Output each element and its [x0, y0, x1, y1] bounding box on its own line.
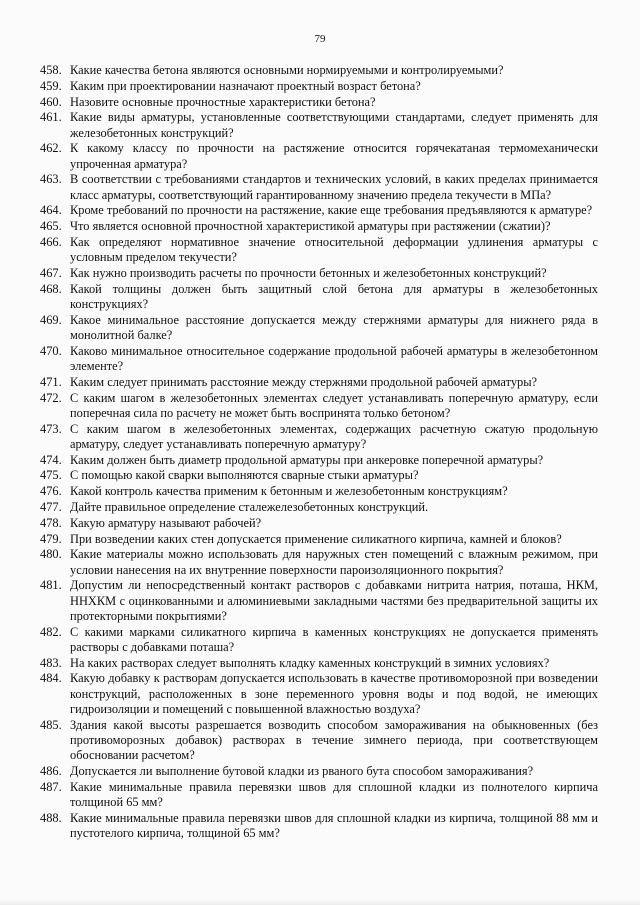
question-number: 488.: [40, 810, 62, 825]
question-item: [40, 718, 598, 764]
question-number: 458.: [40, 63, 62, 77]
question-text: Здания какой высоты разрешается возводить способом замораживания на обыкновенных (без противоморозных добавок) растворах в течение зимнего периода, при соответствующем обосновании расчетом?: [70, 717, 598, 762]
question-text: Какой контроль качества применим к бетонным и железобетонным конструкциям?: [70, 484, 508, 499]
question-item: [40, 95, 598, 110]
question-item: [40, 203, 598, 218]
question-item: [40, 656, 598, 671]
question-item: [40, 219, 598, 234]
question-item: [40, 500, 598, 515]
question-number: 463.: [40, 172, 62, 187]
question-text: Дайте правильное определение сталежелезобетонных конструкций.: [70, 499, 429, 514]
question-item: [40, 266, 598, 281]
question-number: 462.: [40, 141, 62, 156]
question-text: При возведении каких стен допускается применение силикатного кирпича, камней и блоков?: [70, 531, 562, 546]
question-text: Как нужно производить расчеты по прочности бетонных и железобетонных конструкций?: [70, 265, 547, 280]
question-text: Какие материалы можно использовать для наружных стен помещений с влажным режимом, при условии нанесения на их внутренние поверхности пароизоляционного покрытия?: [70, 547, 598, 577]
question-number: 470.: [40, 343, 62, 358]
question-text: С помощью какой сварки выполняются сварные стыки арматуры?: [70, 468, 419, 483]
question-number: 485.: [40, 717, 62, 732]
question-text: К какому классу по прочности на растяжение относится горячекатаная термомеханически упроченная арматура?: [70, 141, 598, 171]
question-text: Кроме требований по прочности на растяжение, какие еще требования предъявляются к арматуре?: [70, 203, 593, 218]
question-text: Какие качества бетона являются основными нормируемыми и контролируемыми?: [70, 63, 504, 77]
question-item: [40, 141, 598, 171]
question-text: В соответствии с требованиями стандартов и технических условий, в каких пределах принимается класс арматуры, соответствующий гарантированному значению предела текучести в МПа?: [70, 172, 598, 202]
question-number: 459.: [40, 78, 62, 93]
question-item: [40, 468, 598, 483]
question-number: 461.: [40, 110, 62, 125]
question-item: [40, 172, 598, 202]
question-number: 469.: [40, 312, 62, 327]
question-number: 487.: [40, 779, 62, 794]
question-text: Каким должен быть диаметр продольной арматуры при анкеровке поперечной арматуры?: [70, 452, 544, 467]
question-number: 481.: [40, 578, 62, 593]
question-text: Каким следует принимать расстояние между стержнями продольной рабочей арматуры?: [70, 374, 538, 389]
question-item: [40, 453, 598, 468]
question-item: [40, 780, 598, 810]
question-item: [40, 811, 598, 841]
question-text: Какие виды арматуры, установленные соответствующими стандартами, следует применять для железобетонных конструкций?: [70, 110, 598, 140]
question-number: 467.: [40, 265, 62, 280]
question-text: С каким шагом в железобетонных элементах, содержащих расчетную сжатую продольную арматуру, следует устанавливать поперечную арматуру?: [70, 421, 598, 451]
question-item: [40, 79, 598, 94]
question-number: 482.: [40, 624, 62, 639]
question-number: 472.: [40, 390, 62, 405]
question-item: [40, 484, 598, 499]
question-text: Допускается ли выполнение бутовой кладки из рваного бута способом замораживания?: [70, 763, 534, 778]
question-text: Какой толщины должен быть защитный слой бетона для арматуры в железобетонных конструкциях?: [70, 281, 598, 311]
question-text: Какие минимальные правила перевязки швов для сплошной кладки из полнотелого кирпича толщиной 65 мм?: [70, 779, 598, 809]
question-number: 466.: [40, 234, 62, 249]
question-item: [40, 344, 598, 374]
question-item: [40, 375, 598, 390]
question-text: Допустим ли непосредственный контакт растворов с добавками нитрита натрия, поташа, НКМ, ННХКМ с оцинкованными и алюминиевыми закладными частями без предварительной защиты их протекторными покрытиями?: [70, 578, 598, 623]
scan-edge: [0, 899, 640, 905]
question-item: [40, 578, 598, 624]
question-number: 471.: [40, 374, 62, 389]
question-item: [40, 547, 598, 577]
question-number: 468.: [40, 281, 62, 296]
question-number: 464.: [40, 203, 62, 218]
question-text: Какую арматуру называют рабочей?: [70, 515, 262, 530]
question-text: Каково минимальное относительное содержание продольной рабочей арматуры в железобетонном элементе?: [70, 343, 598, 373]
question-number: 479.: [40, 531, 62, 546]
question-item: [40, 110, 598, 140]
question-item: [40, 422, 598, 452]
question-text: С каким шагом в железобетонных элементах следует устанавливать поперечную арматуру, если поперечная сила по расчету не может быть воспринята только бетоном?: [70, 390, 598, 420]
question-text: Каким при проектировании назначают проектный возраст бетона?: [70, 78, 421, 93]
question-text: Какую добавку к растворам допускается использовать в качестве противоморозной при возведении конструкций, расположенных в зоне переменного уровня воды и под водой, не имеющих гидроизоляции и помещений с повышенной влажностью воздуха?: [70, 671, 598, 716]
question-number: 486.: [40, 763, 62, 778]
question-text: С какими марками силикатного кирпича в каменных конструкциях не допускается применять растворы с добавками поташа?: [70, 624, 598, 654]
question-number: 465.: [40, 219, 62, 234]
question-number: 474.: [40, 452, 62, 467]
question-item: [40, 313, 598, 343]
question-number: 460.: [40, 94, 62, 109]
question-text: Какое минимальное расстояние допускается между стержнями арматуры для нижнего ряда в монолитной балке?: [70, 312, 598, 342]
question-number: 473.: [40, 421, 62, 436]
question-item: [40, 671, 598, 717]
question-item: [40, 764, 598, 779]
question-number: 475.: [40, 468, 62, 483]
question-number: 478.: [40, 515, 62, 530]
question-number: 483.: [40, 655, 62, 670]
question-item: [40, 235, 598, 265]
question-item: [40, 391, 598, 421]
question-number: 480.: [40, 547, 62, 562]
question-text: Что является основной прочностной характеристикой арматуры при растяжении (сжатии)?: [70, 219, 551, 234]
question-item: [40, 532, 598, 547]
question-item: [40, 282, 598, 312]
page-number: 79: [314, 33, 326, 45]
question-item: [40, 625, 598, 655]
question-item: [40, 63, 598, 78]
question-number: 484.: [40, 671, 62, 686]
question-text: Назовите основные прочностные характеристики бетона?: [70, 94, 376, 109]
question-number: 476.: [40, 484, 62, 499]
question-item: [40, 516, 598, 531]
question-text: На каких растворах следует выполнять кладку каменных конструкций в зимних условиях?: [70, 655, 550, 670]
question-list: [40, 63, 598, 842]
question-text: Какие минимальные правила перевязки швов для сплошной кладки из кирпича, толщиной 88 мм и пустотелого кирпича, толщиной 65 мм?: [70, 810, 598, 840]
question-text: Как определяют нормативное значение относительной деформации удлинения арматуры с условным пределом текучести?: [70, 234, 598, 265]
question-number: 477.: [40, 499, 62, 514]
